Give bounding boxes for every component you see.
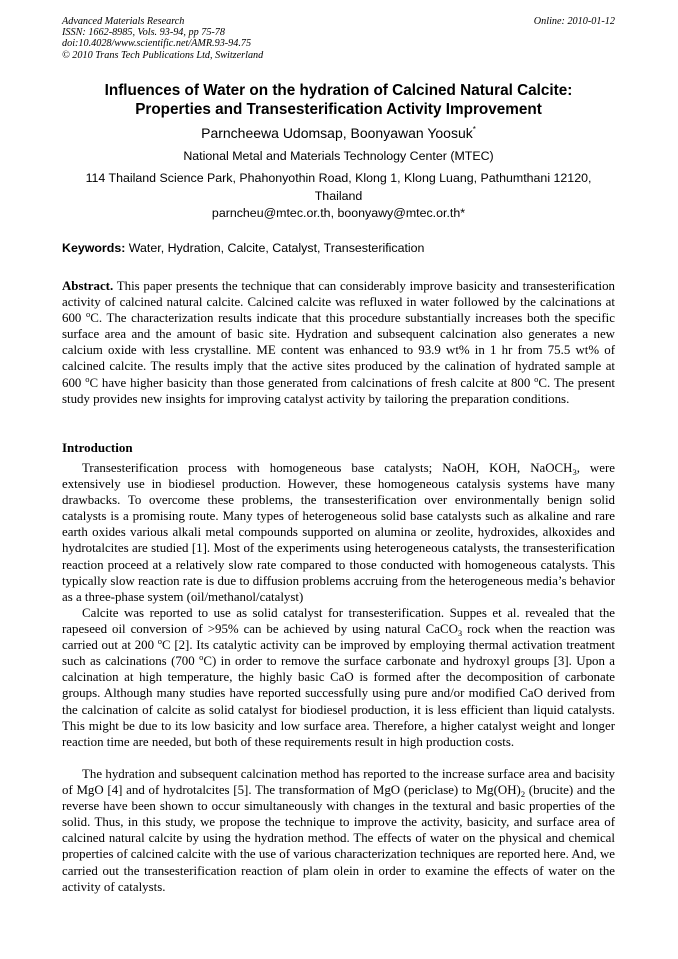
intro-p2-text-b: rock when the reaction was carried out at 200 [62, 622, 615, 653]
paper-title [62, 81, 615, 119]
degree-mark: o [157, 636, 162, 647]
author-emails: parncheu@mtec.or.th, boonyawy@mtec.or.th* [211, 206, 466, 220]
abstract-label: Abstract. [62, 279, 114, 293]
degree-mark: o [85, 373, 90, 384]
journal-doi: doi:10.4028/www.scientific.net/AMR.93-94.75 [62, 38, 252, 50]
abstract-text-3: C have higher basicity than those generated from calcinations of fresh calcite at 800 [89, 375, 535, 390]
keywords [62, 240, 615, 256]
affiliation-institution: National Metal and Materials Technology Center (MTEC) [183, 149, 494, 163]
degree-mark: o [199, 652, 204, 663]
intro-paragraph-2 [62, 605, 615, 750]
degree-mark: o [85, 309, 91, 320]
address-line-2: Thailand [314, 188, 363, 203]
corresponding-author-mark: * [472, 125, 476, 134]
intro-p3-text-a: The hydration and subsequent calcination method has reported to the increase surface area and bacisity of MgO [4] and of hydrotalcites [5]. The transformation of MgO (periclase) to Mg(OH) [62, 767, 615, 798]
online-date: Online: 2010-01-12 [533, 16, 615, 27]
abstract [62, 278, 615, 407]
address-line-1: 114 Thailand Science Park, Phahonyothin Road, Klong 1, Klong Luang, Pathumthani 12120, [85, 171, 592, 185]
abstract-text-4: C. The present study provides new insights for improving catalyst activity by tailoring the preparation conditions. [62, 375, 615, 406]
author-list [62, 124, 615, 142]
intro-p3-text-b: (brucite) and the reverse have been shown to occur simultaneously with changes in the textural and basic properties of the solid. Thus, in this study, we propose the technique to improve the activity, basicity, and surface area of calcined natural calcite by using the hydration method. The effects of water on the physical and chemical properties of calcined calcite with the use of various characterization techniques are reported here. And, we carried out the transesterification reaction of plam olein in order to examine the effects of water on the activity of catalysts. [62, 783, 615, 894]
abstract-text-2: C. The characterization results indicate that this procedure substantially increases both the specific surface area and the amount of basic site. Hydration and subsequent calcination also generates a new calcium oxide with less crystalline. ME content was enhanced to 93.9 wt% in 1 hr from 75.5 wt% of calcined calcite. The results imply that the active sites produced by the calination of hydrated sample at 600 [62, 311, 615, 390]
intro-paragraph-1 [62, 460, 615, 605]
abstract-text-1: This paper presents the technique that can considerably improve basicity and transesterification activity of calcined natural calcite. Calcined calcite was refluxed in water followed by the calcinations at 600 [62, 279, 615, 326]
degree-mark: o [534, 373, 539, 384]
section-heading-introduction: Introduction [62, 440, 133, 455]
title-line-1: Influences of Water on the hydration of Calcined Natural Calcite: [104, 82, 573, 99]
affiliation-address [62, 170, 615, 205]
author-names: Parncheewa Udomsap, Boonyawan Yoosuk [201, 125, 473, 141]
subscript: 3 [572, 467, 577, 477]
intro-p1-text-a: Transesterification process with homogeneous base catalysts; NaOH, KOH, NaOCH [82, 461, 573, 475]
intro-p2-text-c: C [2]. Its catalytic activity can be improved by employing thermal activation treatment such as calcinations (700 [62, 638, 615, 669]
intro-paragraph-3 [62, 766, 615, 895]
subscript: 3 [457, 628, 463, 639]
intro-p2-text-d: C) in order to remove the surface carbonate and hydroxyl groups [3]. Upon a calcination at high temperature, the highly basic CaO is formed after the decomposition of carbonate groups. Although many studies have reported successfully using pure and/or modified CaO derived from the calcination of calcite as solid catalyst for biodiesel production, it is less efficient than liquid catalysts. This might be due to its low basicity and low surface area. Therefore, a higher catalyst weight and longer reaction time are needed, but both of these requirements result in high production costs. [62, 654, 616, 749]
journal-name: Advanced Materials Research [62, 16, 185, 27]
journal-copyright: © 2010 Trans Tech Publications Ltd, Switzerland [62, 49, 264, 61]
journal-header [62, 16, 615, 61]
intro-p1-text-b: , were extensively use in biodiesel production. However, these homogeneous catalysis systems have many drawbacks. To overcome these problems, the transesterification over environmentally benign solid catalysts is a promising route. Many types of heterogeneous solid base catalysts such as alkaline and rare earth oxides various alkali metal compounds supported on alumina or zeolite, hydroxides, alkoxides and hydrotalcites are studied [1]. Most of the experiments using heterogeneous catalysts, the transesterification reaction proceed at a relatively slow rate compared to those conducted with homogeneous catalysts. This typically slow reaction rate is due to diffusion problems accruing from the heterogeneous media’s behavior as a three-phase system (oil/methanol/catalyst) [62, 461, 615, 604]
keywords-text: Water, Hydration, Calcite, Catalyst, Transesterification [125, 241, 425, 255]
intro-p2-text-a: Calcite was reported to use as solid catalyst for transesterification. Suppes et al. revealed that the rapeseed oil conversion of >95% can be achieved by using natural CaCO [62, 606, 615, 637]
subscript: 2 [520, 789, 526, 800]
keywords-label: Keywords: [62, 241, 126, 255]
journal-issn: ISSN: 1662-8985, Vols. 93-94, pp 75-78 [62, 27, 225, 39]
title-line-2: Properties and Transesterification Activity Improvement [135, 101, 542, 118]
